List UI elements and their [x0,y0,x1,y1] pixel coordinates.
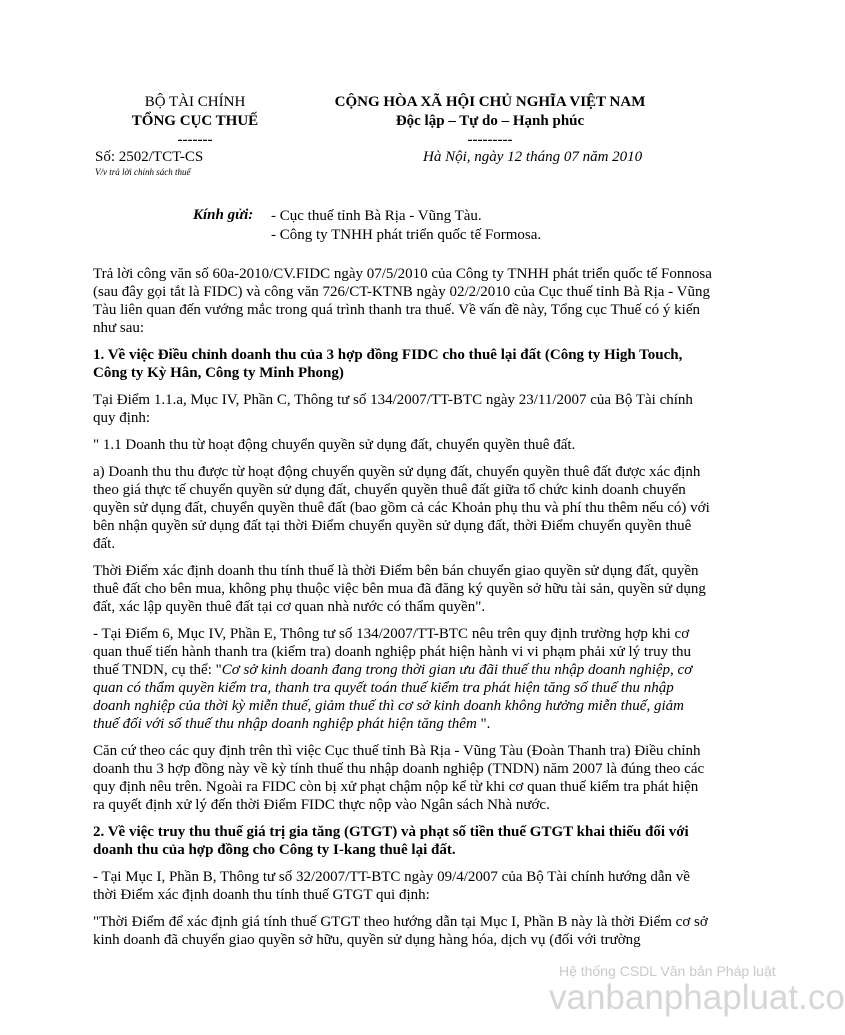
recipient-item: - Cục thuế tỉnh Bà Rịa - Vũng Tàu. [271,208,482,224]
paragraph-text: - Tại Điểm 6, Mục IV, Phần E, Thông tư số 134/2007/TT-BTC nêu trên quy định trường hợp khi cơ quan thuế tiến hành thanh tra (kiểm tra) doanh nghiệp phát hiện hành vi vi phạm phải xử lý truy thu thuế TNDN, cụ thể: " [93,626,691,678]
document-subject: V/v trả lời chính sách thuế [95,167,191,177]
recipients-label: Kính gửi: [193,207,254,223]
national-header [270,93,710,150]
country-name: CỘNG HÒA XÃ HỘI CHỦ NGHĨA VIỆT NAM [334,94,646,110]
recipient-item: - Công ty TNHH phát triển quốc tế Formosa. [271,227,542,243]
document-number: Số: 2502/TCT-CS [95,149,204,165]
department-name: TỔNG CỤC THUẾ [131,113,259,129]
quoted-regulation: Cơ sở kinh doanh đang trong thời gian ưu đãi thuế thu nhập doanh nghiệp, cơ quan có thẩm quyền kiểm tra, thanh tra quyết toán thuế kiểm tra phát hiện tăng số thuế thu nhập doanh nghiệp của thời kỳ miễn thuế, giảm thuế thì cơ sở kinh doanh không hưởng miễn thuế, giảm thuế đối với số thuế thu nhập doanh nghiệp phát hiện tăng thêm [93,662,693,732]
place-date: Hà Nội, ngày 12 tháng 07 năm 2010 [423,149,643,165]
watermark-caption: Hệ thống CSDL Văn bản Pháp luật [559,963,776,979]
paragraph-text: ". [476,716,491,732]
paragraph: Tại Điểm 1.1.a, Mục IV, Phần C, Thông tư số 134/2007/TT-BTC ngày 23/11/2007 của Bộ Tài chính quy định: [93,392,693,426]
paragraph: Căn cứ theo các quy định trên thì việc Cục thuế tỉnh Bà Rịa - Vũng Tàu (Đoàn Thanh tra) Điều chỉnh doanh thu 3 hợp đồng này về kỳ tính thuế thu nhập doanh nghiệp (TNDN) năm 2007 là đúng theo các quy định nêu trên. Ngoài ra FIDC còn bị xử phạt chậm nộp kể từ khi cơ quan thuế kiểm tra phát hiện ra quyết định xử lý đến thời Điểm FIDC thực nộp vào Ngân sách Nhà nước. [93,743,705,813]
paragraph: "Thời Điểm để xác định giá tính thuế GTGT theo hướng dẫn tại Mục I, Phần B này là thời Điểm cơ sở kinh doanh đã chuyển giao quyền sở hữu, quyền sử dụng hàng hóa, dịch vụ (đối với trường [93,914,708,948]
paragraph: a) Doanh thu thu được từ hoạt động chuyển quyền sử dụng đất, chuyển quyền thuê đất được xác định theo giá thực tế chuyển quyền sử dụng đất, chuyển quyền thuê đất giữa tổ chức kinh doanh chuyển quyền sử dụng đất, chuyển quyền thuê đất (bao gồm cả các Khoản phụ thu và phí thu thêm nếu có) với bên nhận quyền sử dụng đất tại thời Điểm chuyển quyền sử dụng đất, thời Điểm chuyển quyền thuê đất. [93,464,710,552]
section-heading: 1. Về việc Điều chỉnh doanh thu của 3 hợp đồng FIDC cho thuê lại đất (Công ty High Touch, Công ty Kỳ Hân, Công ty Minh Phong) [93,347,683,381]
agency-header [95,93,295,150]
paragraph [93,625,713,733]
left-divider: ------- [177,132,213,148]
watermark-site: vanbanphapluat.co [549,978,845,1017]
paragraph: Trả lời công văn số 60a-2010/CV.FIDC ngày 07/5/2010 của Công ty TNHH phát triển quốc tế Fonnosa (sau đây gọi tắt là FIDC) và công văn 726/CT-KTNB ngày 02/2/2010 của Cục thuế tỉnh Bà Rịa - Vũng Tàu liên quan đến vướng mắc trong quá trình thanh tra thuế. Về vấn đề này, Tổng cục Thuế có ý kiến như sau: [93,266,712,336]
section-heading: 2. Về việc truy thu thuế giá trị gia tăng (GTGT) và phạt số tiền thuế GTGT khai thiếu đối với doanh thu của hợp đồng cho Công ty I-kang thuê lại đất. [93,824,689,858]
ministry-name: BỘ TÀI CHÍNH [144,94,246,110]
document-body [93,265,713,958]
paragraph: Thời Điểm xác định doanh thu tính thuế là thời Điểm bên bán chuyển giao quyền sử dụng đất, quyền thuê đất cho bên mua, không phụ thuộc việc bên mua đã đăng ký quyền sở hữu tài sản, quyền sử dụng đất, xác lập quyền thuê đất tại cơ quan nhà nước có thẩm quyền". [93,563,706,615]
recipients-list [271,207,541,245]
right-divider: --------- [467,132,513,148]
paragraph: " 1.1 Doanh thu từ hoạt động chuyển quyền sử dụng đất, chuyển quyền thuê đất. [93,437,576,453]
motto: Độc lập – Tự do – Hạnh phúc [395,113,585,129]
paragraph: - Tại Mục I, Phần B, Thông tư số 32/2007/TT-BTC ngày 09/4/2007 của Bộ Tài chính hướng dẫn về thời Điểm xác định doanh thu tính thuế GTGT qui định: [93,869,690,903]
